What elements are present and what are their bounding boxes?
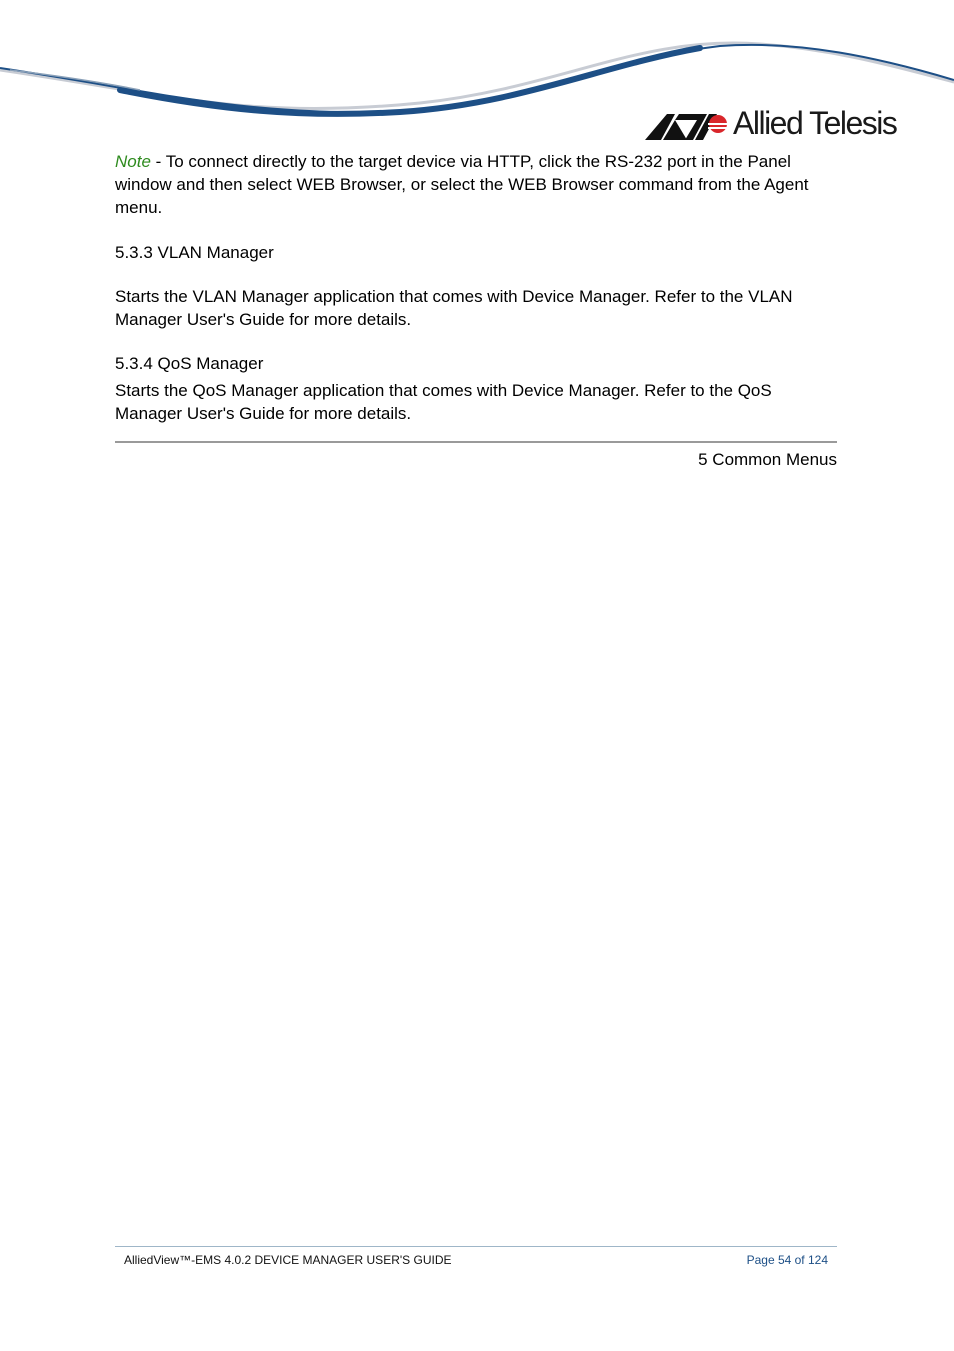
note-label: Note	[115, 152, 151, 171]
logo-wordmark: Allied Telesis	[733, 105, 897, 141]
page-content	[115, 150, 837, 471]
note-paragraph	[115, 150, 837, 219]
footer-divider	[115, 1246, 837, 1247]
allied-telesis-logo-mark-icon	[645, 112, 729, 140]
section-text-qos-manager: Starts the QoS Manager application that comes with Device Manager. Refer to the QoS Manager User's Guide for more details.	[115, 381, 772, 423]
section-heading-qos-manager: 5.3.4 QoS Manager	[115, 354, 264, 373]
allied-telesis-logo	[645, 105, 905, 144]
chapter-divider	[115, 441, 837, 443]
note-text: - To connect directly to the target device via HTTP, click the RS-232 port in the Panel window and then select WEB Browser, or select the WEB Browser command from the Agent menu.	[115, 152, 809, 217]
section-text-vlan-manager: Starts the VLAN Manager application that comes with Device Manager. Refer to the VLAN Manager User's Guide for more details.	[115, 287, 793, 329]
footer-page-number: Page 54 of 124	[746, 1253, 828, 1267]
chapter-footer-label: 5 Common Menus	[698, 450, 837, 469]
footer-guide-title: AlliedView™-EMS 4.0.2 DEVICE MANAGER USER'S GUIDE	[124, 1253, 452, 1267]
section-heading-vlan-manager: 5.3.3 VLAN Manager	[115, 243, 274, 262]
